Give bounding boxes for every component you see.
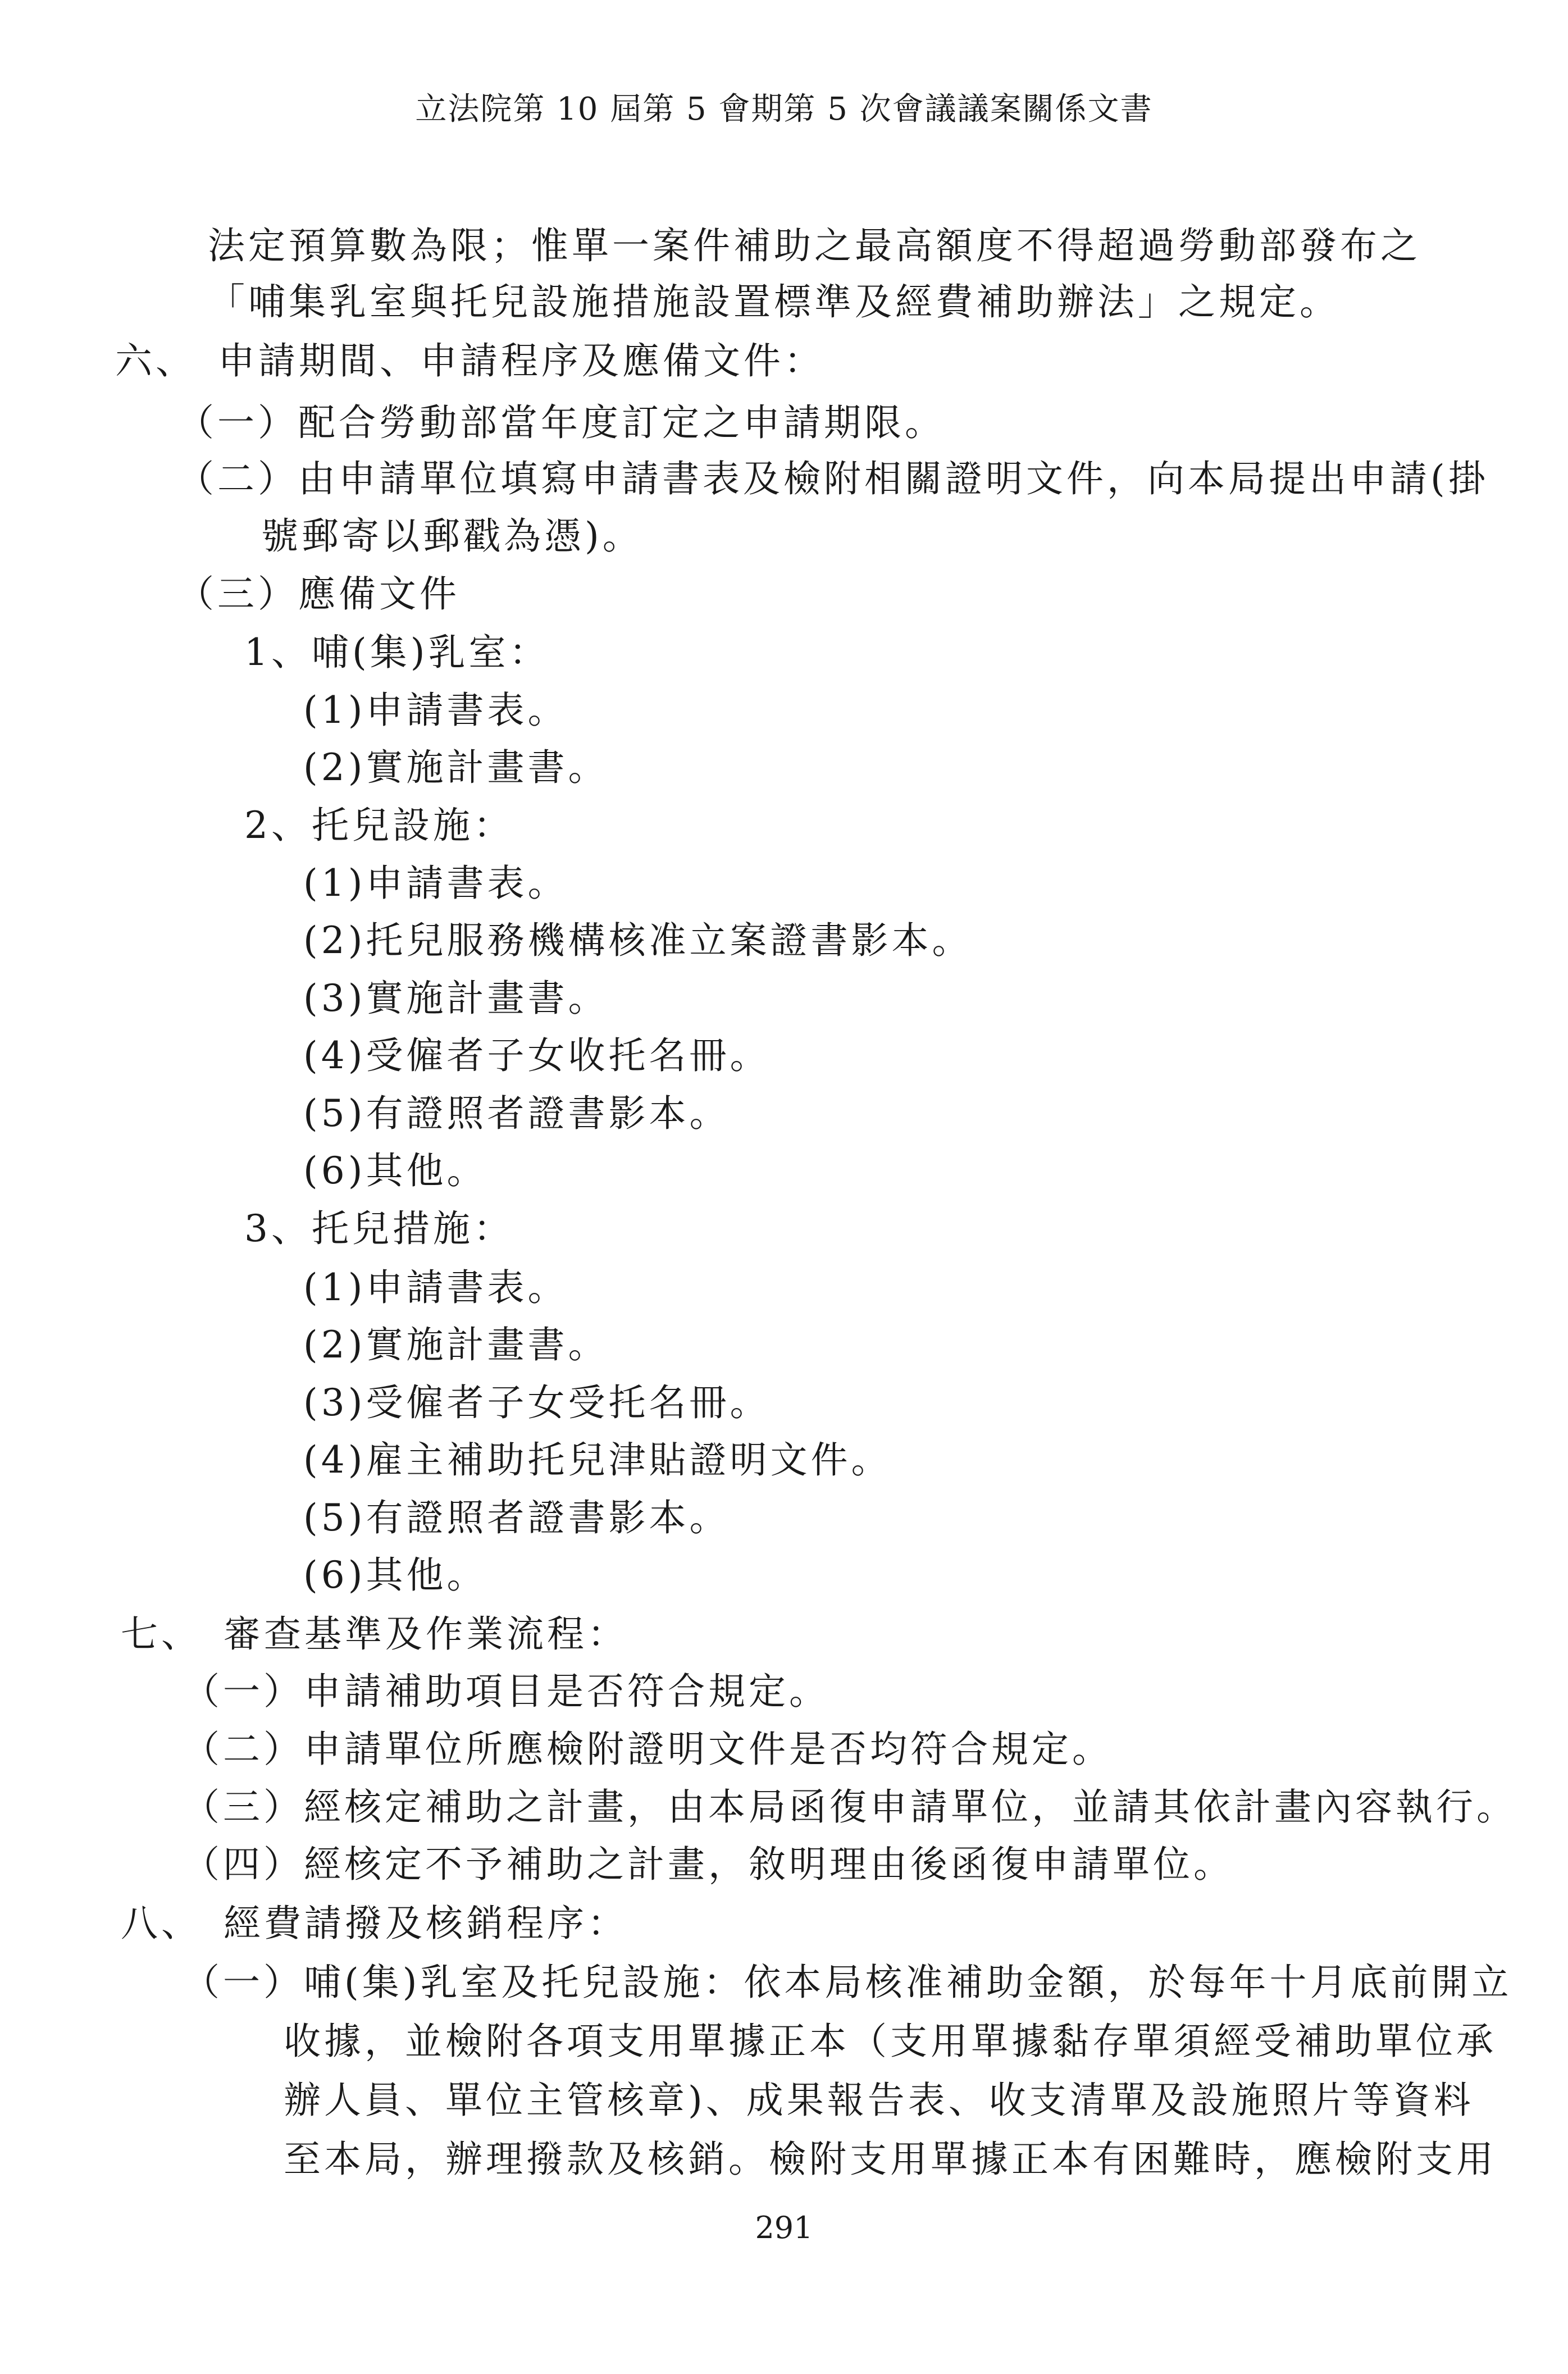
text-line: （四）經核定不予補助之計畫，敘明理由後函復申請單位。 [183,1843,1234,1886]
text-line: 1、哺(集)乳室： [244,631,550,674]
text-line: 號郵寄以郵戳為憑)。 [261,514,643,558]
text-line: (6)其他。 [303,1149,487,1192]
text-line: (2)托兒服務機構核准立案證書影本。 [303,919,973,962]
text-line: (1)申請書表。 [303,689,568,732]
text-line: 2、托兒設施： [244,804,514,847]
text-line: （一）配合勞動部當年度訂定之申請期限。 [177,401,945,444]
text-line: (2)實施計畫書。 [303,746,609,789]
text-line: (1)申請書表。 [303,1266,568,1309]
page-number: 291 [755,2210,813,2245]
text-line: (4)受僱者子女收托名冊。 [303,1034,771,1077]
text-line: (5)有證照者證書影本。 [303,1496,730,1539]
text-line: 法定預算數為限；惟單一案件補助之最高額度不得超過勞動部發布之 [208,224,1421,267]
text-line: (4)雇主補助托兒津貼證明文件。 [303,1438,892,1482]
text-line: 「哺集乳室與托兒設施措施設置標準及經費補助辦法」之規定。 [208,280,1340,323]
text-line: 辦人員、單位主管核章)、成果報告表、收支清單及設施照片等資料 [284,2079,1474,2122]
text-line: （二）申請單位所應檢附證明文件是否均符合規定。 [183,1728,1113,1771]
section-heading: 七、 審查基準及作業流程： [121,1612,628,1656]
text-line: 3、托兒措施： [244,1207,514,1250]
text-line: （二）由申請單位填寫申請書表及檢附相關證明文件，向本局提出申請(掛 [177,457,1489,500]
text-line: （三）應備文件 [177,572,460,616]
section-heading: 八、 經費請撥及核銷程序： [121,1902,628,1945]
text-line: (2)實施計畫書。 [303,1323,609,1366]
text-line: （一）申請補助項目是否符合規定。 [183,1670,829,1713]
text-line: (6)其他。 [303,1553,487,1597]
text-line: 至本局，辦理撥款及核銷。檢附支用單據正本有困難時，應檢附支用 [284,2138,1497,2181]
text-line: （三）經核定補助之計畫，由本局函復申請單位，並請其依計畫內容執行。 [183,1785,1517,1829]
text-line: (3)實施計畫書。 [303,977,609,1020]
text-line: （一）哺(集)乳室及托兒設施：依本局核准補助金額，於每年十月底前開立 [183,1961,1512,2004]
text-line: 收據，並檢附各項支用單據正本（支用單據黏存單須經受補助單位承 [284,2020,1497,2063]
document-header: 立法院第 10 屆第 5 會期第 5 次會議議案關係文書 [415,91,1153,127]
text-line: (1)申請書表。 [303,862,568,905]
text-line: (5)有證照者證書影本。 [303,1092,730,1135]
text-line: (3)受僱者子女受托名冊。 [303,1381,771,1424]
section-heading: 六、 申請期間、申請程序及應備文件： [115,339,824,382]
